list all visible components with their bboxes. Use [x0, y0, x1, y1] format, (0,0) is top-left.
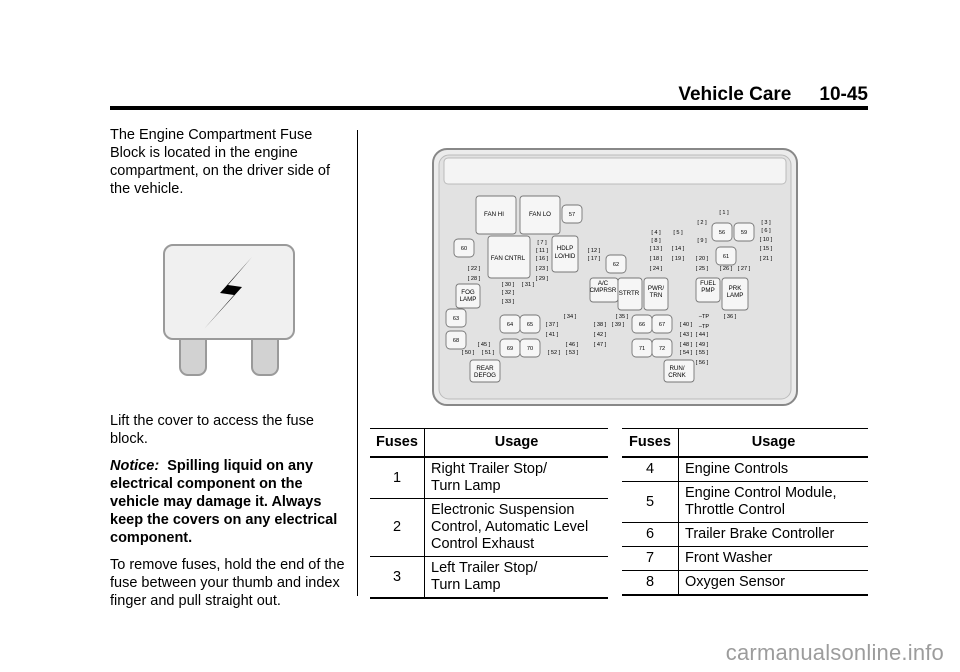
diagram-fuse-number: [ 54 ] [679, 350, 693, 356]
diagram-relay-number: 71 [638, 346, 646, 352]
notice-paragraph [110, 457, 345, 547]
diagram-label-pwr-1: PWR/ [647, 285, 665, 292]
diagram-fuse-number: [ 7 ] [537, 240, 547, 246]
diagram-relay-number: 60 [460, 246, 468, 252]
left-column [110, 126, 345, 207]
diagram-fuse-number: [ 30 ] [501, 282, 515, 288]
notice-label: Notice: [110, 458, 160, 474]
diagram-fuse-number: [ 15 ] [759, 246, 773, 252]
diagram-fuse-number: [ 44 ] [695, 332, 709, 338]
fuse-number: 4 [622, 457, 679, 482]
diagram-fuse-number: [ 38 ] [593, 322, 607, 328]
diagram-fuse-number: [ 56 ] [695, 360, 709, 366]
diagram-fuse-number: [ 25 ] [695, 266, 709, 272]
diagram-fuse-number: [ 13 ] [649, 246, 663, 252]
table-row [370, 457, 608, 499]
diagram-fuse-number: [ 50 ] [461, 350, 475, 356]
fuse-number: 7 [622, 547, 679, 571]
diagram-fuse-number: [ 36 ] [723, 314, 737, 320]
table1-header-fuses: Fuses [370, 429, 425, 458]
diagram-relay-number: 68 [452, 338, 460, 344]
diagram-fuse-number: [ 8 ] [651, 238, 661, 244]
diagram-fuse-number: [ 11 ] [535, 248, 549, 254]
diagram-fuse-number: [ 21 ] [759, 256, 773, 262]
diagram-fuse-number: [ 22 ] [467, 266, 481, 272]
diagram-fuse-number: [ 29 ] [535, 276, 549, 282]
diagram-fuse-number: [ 48 ] [679, 342, 693, 348]
diagram-fuse-number: [ 14 ] [671, 246, 685, 252]
table2-header-usage: Usage [679, 429, 869, 458]
diagram-fuse-number: [ 6 ] [761, 228, 771, 234]
diagram-label-fan-lo: FAN LO [528, 211, 552, 218]
diagram-relay-number: 67 [658, 322, 666, 328]
fuse-illustration [162, 243, 296, 377]
diagram-label-run-2: CRNK [668, 372, 686, 379]
fuse-usage: Engine Control Module, Throttle Control [679, 482, 869, 523]
diagram-fuse-number: [ 4 ] [651, 230, 661, 236]
diagram-fuse-number: [ 37 ] [545, 322, 559, 328]
diagram-fuse-number: [ 41 ] [545, 332, 559, 338]
fuse-lightning-icon [162, 243, 296, 377]
diagram-fuse-number: [ 45 ] [477, 342, 491, 348]
fuse-usage: Oxygen Sensor [679, 571, 869, 596]
fuse-usage: Right Trailer Stop/ Turn Lamp [425, 457, 609, 499]
diagram-label-pwr-2: TRN [649, 292, 663, 299]
diagram-tp-label: –TP [698, 314, 710, 320]
diagram-fuse-number: [ 47 ] [593, 342, 607, 348]
fuse-number: 2 [370, 499, 425, 557]
diagram-relay-number: 72 [658, 346, 666, 352]
diagram-fuse-number: [ 19 ] [671, 256, 685, 262]
table-row [622, 457, 868, 482]
diagram-relay-number: 56 [718, 230, 726, 236]
column-divider [357, 130, 358, 596]
section-title: Vehicle Care [678, 84, 792, 105]
fuse-number: 8 [622, 571, 679, 596]
fuse-number: 5 [622, 482, 679, 523]
left-column-lower [110, 412, 345, 619]
diagram-fuse-number: [ 27 ] [737, 266, 751, 272]
fuse-usage: Front Washer [679, 547, 869, 571]
fuse-usage: Engine Controls [679, 457, 869, 482]
diagram-fuse-number: [ 2 ] [697, 220, 707, 226]
notice-text: Spilling liquid on any electrical component on the vehicle may damage it. Always keep the covers on any electrical component. [110, 458, 338, 546]
diagram-label-fuel-1: FUEL [700, 280, 716, 287]
diagram-fuse-number: [ 12 ] [587, 248, 601, 254]
diagram-fuse-number: [ 49 ] [695, 342, 709, 348]
fuse-block-diagram [432, 148, 798, 406]
diagram-fuse-number: [ 51 ] [481, 350, 495, 356]
intro-paragraph: The Engine Compartment Fuse Block is located in the engine compartment, on the driver side of the vehicle. [110, 127, 331, 197]
diagram-fuse-number: [ 9 ] [697, 238, 707, 244]
diagram-fuse-number: [ 52 ] [547, 350, 561, 356]
fuse-table-1 [370, 428, 608, 599]
diagram-relay-number: 57 [568, 212, 576, 218]
diagram-fuse-number: [ 17 ] [587, 256, 601, 262]
diagram-relay-number: 63 [452, 316, 460, 322]
diagram-relay-number: 70 [526, 346, 534, 352]
diagram-fuse-number: [ 5 ] [673, 230, 683, 236]
fuse-usage: Trailer Brake Controller [679, 523, 869, 547]
diagram-relay-number: 64 [506, 322, 514, 328]
diagram-fuse-number: [ 23 ] [535, 266, 549, 272]
diagram-relay-number: 69 [506, 346, 514, 352]
diagram-label-fuel-2: PMP [701, 287, 715, 294]
fuse-number: 1 [370, 457, 425, 499]
diagram-fuse-number: [ 39 ] [611, 322, 625, 328]
diagram-fuse-number: [ 35 ] [615, 314, 629, 320]
watermark: carmanualsonline.info [725, 640, 944, 665]
diagram-label-strtr: STRTR [618, 290, 640, 297]
fuse-number: 6 [622, 523, 679, 547]
diagram-fuse-number: [ 46 ] [565, 342, 579, 348]
fuse-number: 3 [370, 557, 425, 599]
diagram-label-rear-1: REAR [476, 365, 494, 372]
diagram-label-fog-2: LAMP [459, 296, 477, 303]
diagram-label-ac-2: CMPRSR [589, 287, 617, 294]
diagram-label-fog-1: FOG [461, 289, 475, 296]
fuse-block-svg [432, 148, 798, 406]
diagram-label-fan-cntrl: FAN CNTRL [490, 255, 526, 262]
table2-header-fuses: Fuses [622, 429, 679, 458]
diagram-fuse-number: [ 33 ] [501, 299, 515, 305]
page-number: 10-45 [819, 84, 868, 105]
diagram-relay-number: 59 [740, 230, 748, 236]
diagram-label-hdlp-2: LO/HID [554, 253, 576, 260]
diagram-fuse-number: [ 40 ] [679, 322, 693, 328]
diagram-relay-number: 61 [722, 254, 730, 260]
diagram-relay-number: 65 [526, 322, 534, 328]
diagram-label-prk-1: PRK [728, 285, 742, 292]
table-row [622, 523, 868, 547]
diagram-fuse-number: [ 16 ] [535, 256, 549, 262]
diagram-fuse-number: [ 43 ] [679, 332, 693, 338]
diagram-fuse-number: [ 1 ] [719, 210, 729, 216]
page-header [110, 84, 868, 106]
diagram-fuse-number: [ 31 ] [521, 282, 535, 288]
header-rule [110, 106, 868, 110]
diagram-fuse-number: [ 18 ] [649, 256, 663, 262]
remove-fuses-paragraph: To remove fuses, hold the end of the fuse between your thumb and index finger and pull straight out. [110, 557, 345, 609]
lift-cover-paragraph: Lift the cover to access the fuse block. [110, 413, 314, 447]
diagram-label-run-1: RUN/ [669, 365, 685, 372]
diagram-fuse-number: [ 3 ] [761, 220, 771, 226]
diagram-fuse-number: [ 42 ] [593, 332, 607, 338]
diagram-tp-label: –TP [698, 324, 710, 330]
diagram-relay-number: 66 [638, 322, 646, 328]
fuse-usage: Left Trailer Stop/ Turn Lamp [425, 557, 609, 599]
table-row [622, 571, 868, 596]
diagram-label-rear-2: DEFOG [473, 372, 497, 379]
fuse-table-2 [622, 428, 868, 596]
table1-header-usage: Usage [425, 429, 609, 458]
diagram-label-ac-1: A/C [597, 280, 609, 287]
diagram-fuse-number: [ 32 ] [501, 290, 515, 296]
diagram-fuse-number: [ 20 ] [695, 256, 709, 262]
diagram-fuse-number: [ 53 ] [565, 350, 579, 356]
diagram-fuse-number: [ 24 ] [649, 266, 663, 272]
diagram-relay-number: 62 [612, 262, 620, 268]
diagram-fuse-number: [ 26 ] [719, 266, 733, 272]
table-row [622, 482, 868, 523]
diagram-fuse-number: [ 55 ] [695, 350, 709, 356]
diagram-label-hdlp-1: HDLP [556, 245, 574, 252]
diagram-label-fan-hi: FAN HI [484, 211, 504, 218]
table-row [622, 547, 868, 571]
diagram-fuse-number: [ 28 ] [467, 276, 481, 282]
table-row [370, 499, 608, 557]
table-row [370, 557, 608, 599]
diagram-fuse-number: [ 10 ] [759, 237, 773, 243]
fuse-usage: Electronic Suspension Control, Automatic Level Control Exhaust [425, 499, 609, 557]
diagram-label-prk-2: LAMP [726, 292, 744, 299]
diagram-fuse-number: [ 34 ] [563, 314, 577, 320]
